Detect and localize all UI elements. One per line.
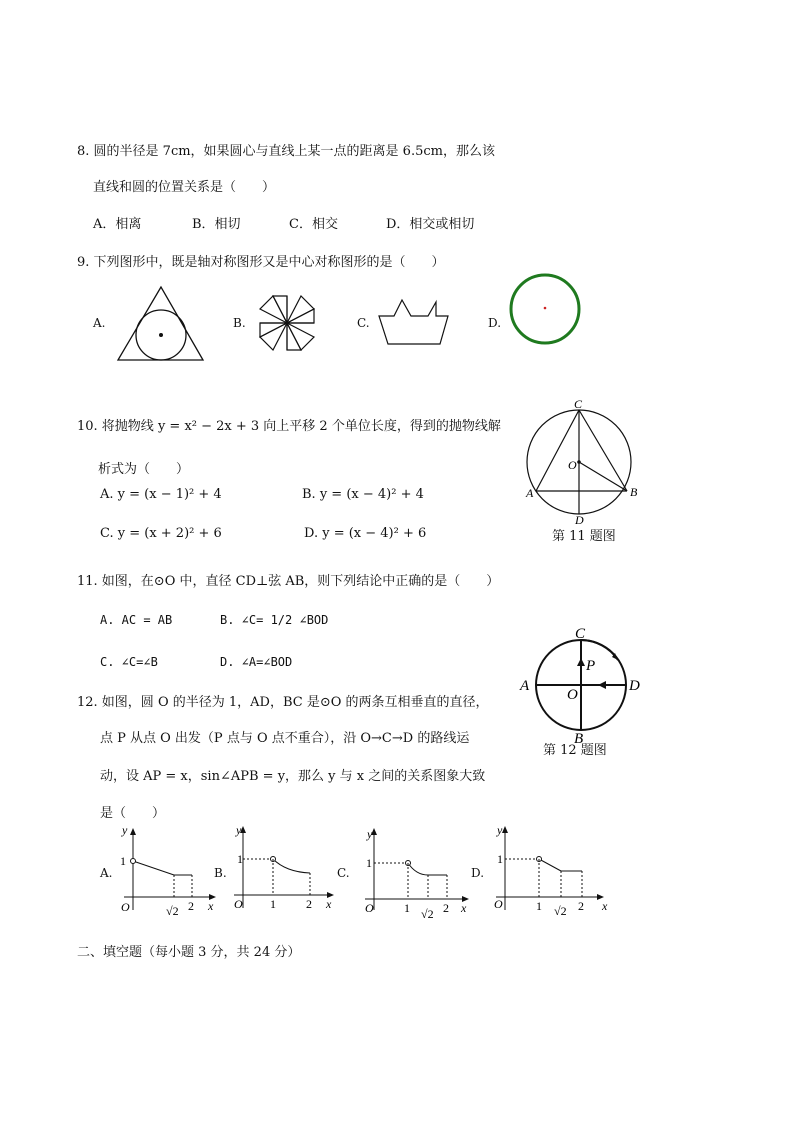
fig11-label-b: B [630,485,638,499]
q8-line2: 直线和圆的位置关系是（ ） [93,180,276,195]
q12-graph-label-c: C. [337,866,350,880]
q9-figure-d-circle [508,272,582,346]
svg-text:y: y [122,823,128,837]
q12-graph-c [361,826,477,922]
q11-stem: 11. 如图，在⊙O 中，直径 CD⊥弦 AB，则下列结论中正确的是（ ） [77,574,500,589]
svg-text:2: 2 [443,901,449,915]
q12-graph-label-d: D. [471,866,485,880]
q10-option-c: C. y = (x + 2)² + 6 [100,526,222,541]
q12-graph-label-a: A. [100,866,113,880]
q8-option-c: C．相交 [289,217,338,232]
fig12-label-d: D [629,678,640,694]
fig12-caption: 第 12 题图 [543,743,607,758]
q11-option-d: D. ∠A=∠BOD [220,655,293,669]
q8-line1: 8. 圆的半径是 7cm，如果圆心与直线上某一点的距离是 6.5cm，那么该 [77,144,495,159]
q9-stem: 9. 下列图形中，既是轴对称图形又是中心对称图形的是（ ） [77,255,445,270]
q9-figure-a-triangle [117,286,205,362]
q9-label-a: A. [93,316,106,330]
fig11-label-d: D [575,513,584,527]
q9-figure-c-boat [378,298,450,346]
svg-text:y: y [367,827,373,841]
svg-text:1: 1 [404,901,410,915]
fig12-label-o: O [567,687,578,703]
fig12-label-a: A [520,678,530,694]
svg-text:2: 2 [578,899,584,913]
figure-11 [520,397,645,527]
q10-option-a: A. y = (x − 1)² + 4 [100,487,222,502]
fig12-label-b: B [574,731,584,747]
fig11-caption: 第 11 题图 [552,529,616,544]
svg-text:1: 1 [120,854,126,868]
fig11-label-a: A [526,486,534,500]
q11-option-b: B. ∠C= 1/2 ∠BOD [220,613,329,627]
svg-text:2: 2 [306,897,312,911]
svg-text:O: O [365,901,374,915]
figure-12 [516,624,646,747]
svg-text:1: 1 [366,856,372,870]
q9-label-b: B. [233,316,246,330]
svg-text:O: O [494,897,503,911]
fig12-label-c: C [575,626,586,642]
q8-option-a: A．相离 [93,217,142,232]
q10-line1: 10. 将抛物线 y = x² − 2x + 3 向上平移 2 个单位长度，得到的抛物线解 [77,419,501,434]
q12-graph-d [490,822,614,918]
q12-line1: 12. 如图，圆 O 的半径为 1，AD，BC 是⊙O 的两条互相垂直的直径， [77,695,489,710]
q9-label-d: D. [488,316,502,330]
svg-text:1: 1 [270,897,276,911]
fig11-label-o: O [568,458,577,472]
q10-option-d: D. y = (x − 4)² + 6 [304,526,427,541]
svg-text:1: 1 [536,899,542,913]
svg-text:x: x [326,897,332,911]
q11-option-a: A. AC = AB [100,613,173,627]
q12-line2: 点 P 从点 O 出发（P 点与 O 点不重合），沿 O→C→D 的路线运 [100,731,470,746]
q8-option-d: D．相交或相切 [386,217,475,232]
svg-text:2: 2 [188,899,194,913]
q11-option-c: C. ∠C=∠B [100,655,158,669]
svg-text:O: O [121,900,130,914]
q12-graph-a [116,823,220,922]
q9-label-c: C. [357,316,370,330]
fig12-label-p: P [586,658,596,674]
svg-text:x: x [461,901,467,915]
q12-line4: 是（ ） [100,806,166,821]
svg-text:√2: √2 [554,904,567,918]
q12-line3: 动，设 AP = x，sin∠APB = y，那么 y 与 x 之间的关系图象大致 [100,769,486,784]
svg-text:y: y [497,823,503,837]
q12-graph-b [228,824,340,920]
q10-option-b: B. y = (x − 4)² + 4 [302,487,424,502]
section-2-heading: 二、填空题（每小题 3 分，共 24 分） [77,945,301,960]
svg-text:O: O [234,897,243,911]
q12-graph-label-b: B. [214,866,227,880]
q8-option-b: B．相切 [192,217,241,232]
svg-text:x: x [208,899,214,913]
svg-text:√2: √2 [166,904,179,918]
svg-text:1: 1 [237,852,243,866]
svg-text:1: 1 [497,852,503,866]
svg-text:x: x [602,899,608,913]
svg-text:√2: √2 [421,907,434,921]
q10-line2: 析式为（ ） [98,462,190,477]
q9-figure-b-pinwheel [258,294,316,352]
svg-text:y: y [236,823,242,837]
fig11-label-c: C [574,397,583,411]
